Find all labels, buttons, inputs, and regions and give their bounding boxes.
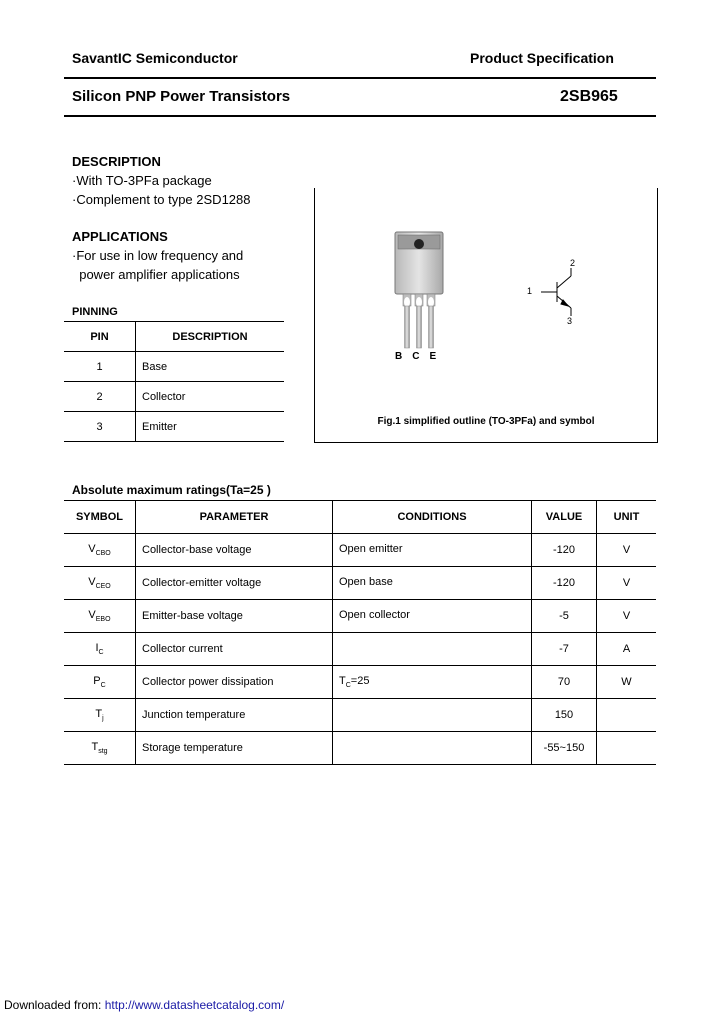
- product-line: Silicon PNP Power Transistors: [72, 88, 291, 105]
- parameter-cell: Collector power dissipation: [136, 666, 333, 699]
- conditions-cell: $T_C=25$: [333, 666, 532, 699]
- description-item: ·Complement to type 2SD1288: [72, 192, 251, 207]
- parameter-cell: Emitter-base voltage: [136, 600, 333, 633]
- footer-label: Downloaded from:: [4, 998, 102, 1012]
- pin-description: Emitter: [136, 412, 285, 442]
- pinning-table: [64, 321, 284, 442]
- conditions-cell: [333, 732, 532, 765]
- lead-label-e: E: [429, 351, 447, 362]
- footer: [4, 998, 284, 1012]
- symbol-cell: $I_C$: [64, 633, 136, 666]
- parameter-cell: Collector current: [136, 633, 333, 666]
- ratings-title: Absolute maximum ratings(Ta=25 ): [72, 483, 271, 497]
- symbol-pin-3: 3: [567, 316, 573, 326]
- unit-cell: V: [597, 600, 657, 633]
- column-header-description: DESCRIPTION: [136, 322, 285, 352]
- applications-line: power amplifier applications: [72, 267, 240, 282]
- unit-cell: V: [597, 534, 657, 567]
- to3pfa-package-icon: [395, 232, 443, 348]
- company-name: SavantIC Semiconductor: [72, 50, 238, 66]
- conditions-cell: [333, 633, 532, 666]
- conditions-cell: Open collector: [333, 600, 532, 633]
- document-type: Product Specification: [470, 50, 614, 66]
- lead-labels: [395, 351, 446, 362]
- package-outline-illustration: [315, 188, 657, 442]
- column-header-value: VALUE: [532, 501, 597, 534]
- table-header-row: [64, 501, 656, 534]
- parameter-cell: Junction temperature: [136, 699, 333, 732]
- header-rule-bottom: [64, 115, 656, 117]
- pin-number: 3: [64, 412, 136, 442]
- ratings-table: [64, 500, 656, 765]
- unit-cell: V: [597, 567, 657, 600]
- value-cell: -7: [532, 633, 597, 666]
- applications-line: ·For use in low frequency and: [72, 248, 244, 263]
- pinning-title: PINNING: [72, 306, 118, 318]
- lead-label-b: B: [395, 351, 413, 362]
- value-cell: 150: [532, 699, 597, 732]
- pin-number: 2: [64, 382, 136, 412]
- symbol-cell: $V_{CEO}$: [64, 567, 136, 600]
- symbol-pin-2: 2: [570, 258, 576, 268]
- column-header-conditions: CONDITIONS: [333, 501, 532, 534]
- table-row: [64, 534, 656, 567]
- conditions-cell: Open base: [333, 567, 532, 600]
- pin-description: Collector: [136, 382, 285, 412]
- value-cell: -55~150: [532, 732, 597, 765]
- unit-cell: [597, 699, 657, 732]
- value-cell: -120: [532, 534, 597, 567]
- table-header-row: [64, 322, 284, 352]
- symbol-cell: $V_{EBO}$: [64, 600, 136, 633]
- table-row: [64, 412, 284, 442]
- lead-label-c: C: [412, 351, 430, 362]
- symbol-cell: $T_{stg}$: [64, 732, 136, 765]
- header-rule-top: [64, 77, 656, 79]
- table-row: [64, 633, 656, 666]
- figure-box: [314, 188, 658, 443]
- value-cell: -5: [532, 600, 597, 633]
- table-row: [64, 699, 656, 732]
- description-title: DESCRIPTION: [72, 154, 161, 169]
- table-row: [64, 732, 656, 765]
- parameter-cell: Collector-emitter voltage: [136, 567, 333, 600]
- column-header-parameter: PARAMETER: [136, 501, 333, 534]
- unit-cell: [597, 732, 657, 765]
- table-row: [64, 352, 284, 382]
- table-row: [64, 567, 656, 600]
- unit-cell: A: [597, 633, 657, 666]
- footer-link[interactable]: http://www.datasheetcatalog.com/: [104, 998, 285, 1012]
- pin-number: 1: [64, 352, 136, 382]
- unit-cell: W: [597, 666, 657, 699]
- parameter-cell: Collector-base voltage: [136, 534, 333, 567]
- column-header-pin: PIN: [64, 322, 136, 352]
- value-cell: -120: [532, 567, 597, 600]
- table-row: [64, 382, 284, 412]
- column-header-unit: UNIT: [597, 501, 657, 534]
- value-cell: 70: [532, 666, 597, 699]
- column-header-symbol: SYMBOL: [64, 501, 136, 534]
- conditions-cell: [333, 699, 532, 732]
- parameter-cell: Storage temperature: [136, 732, 333, 765]
- conditions-cell: Open emitter: [333, 534, 532, 567]
- symbol-cell: $P_C$: [64, 666, 136, 699]
- figure-caption: Fig.1 simplified outline (TO-3PFa) and symbol: [377, 416, 595, 427]
- symbol-pin-1: 1: [527, 286, 533, 296]
- table-row: [64, 600, 656, 633]
- table-row: [64, 666, 656, 699]
- pin-description: Base: [136, 352, 285, 382]
- pnp-transistor-symbol-icon: [541, 268, 571, 316]
- description-item: ·With TO-3PFa package: [72, 173, 212, 188]
- part-number: 2SB965: [560, 88, 618, 105]
- symbol-cell: $V_{CBO}$: [64, 534, 136, 567]
- applications-title: APPLICATIONS: [72, 229, 168, 244]
- symbol-cell: $T_j$: [64, 699, 136, 732]
